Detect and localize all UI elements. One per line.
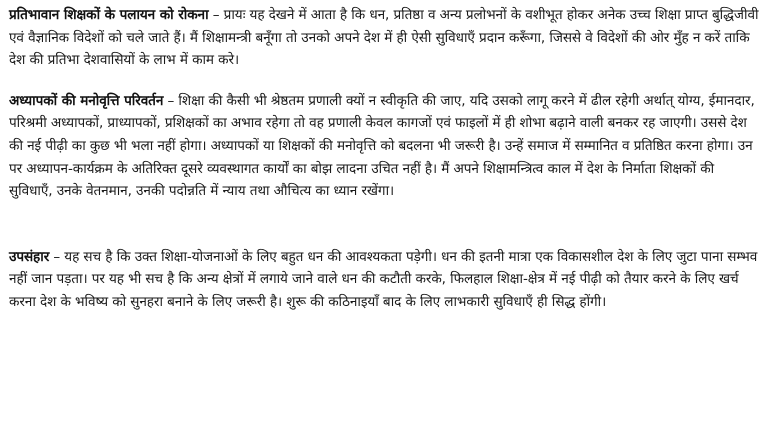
section-body: – यह सच है कि उक्त शिक्षा-योजनाओं के लिए बहुत धन की आवश्यकता पड़ेगी। धन की इतनी मात्रा एक विकासशील देश के लिए जुटा पाना सम्भव नहीं जान पड़ता। पर यह भी सच है कि अन्य क्षेत्रों में लगाये जाने वाले धन की कटौती करके, फिलहाल शिक्षा-क्षेत्र में नई पीढ़ी को तैयार करने के लिए खर्च करना देश के भविष्य को सुनहरा बनाने के लिए जरूरी है। शुरू की कठिनाइयाँ बाद के लिए लाभकारी सुविधाएँ ही सिद्ध होंगी।: [9, 248, 758, 310]
section-body: – प्रायः यह देखने में आता है कि धन, प्रतिष्ठा व अन्य प्रलोभनों के वशीभूत होकर अनेक उच्च शिक्षा प्राप्त बुद्धिजीवी एवं वैज्ञानिक विदेशों को चले जाते हैं। मैं शिक्षामन्त्री बनूँगा तो उनको अपने देश में ही ऐसी सुविधाएँ प्रदान करूँगा, जिससे वे विदेशों की ओर मुँह न करें ताकि देश की प्रतिभा देशवासियों के लाभ में काम करे।: [9, 7, 759, 69]
paragraph-conclusion: [9, 246, 761, 314]
section-body: – शिक्षा की कैसी भी श्रेष्ठतम प्रणाली क्यों न स्वीकृति की जाए, यदि उसको लागू करने में ढील रहेगी अर्थात् योग्य, ईमानदार, परिश्रमी अध्यापकों, प्राध्यापकों, प्रशिक्षकों का अभाव रहेगा तो वह प्रणाली केवल कागजों एवं फाइलों में ही शोभा बढ़ाने वाली बनकर रह जाएगी। उससे देश की नई पीढ़ी का कुछ भी भला नहीं होगा। अध्यापकों या शिक्षकों की मनोवृत्ति को बदलना भी जरूरी है। उन्हें समाज में सम्मानित व प्रतिष्ठित करना होगा। उन पर अध्यापन-कार्यक्रम के अतिरिक्त दूसरे व्यवस्थागत कार्यों का बोझ लादना उचित नहीं है। मैं अपने शिक्षामन्त्रित्व काल में देश के निर्माता शिक्षकों की सुविधाएँ, उनके वेतनमान, उनकी पदोन्नति में न्याय तथा औचित्य का ध्यान रखेंगा।: [9, 92, 755, 200]
section-heading: उपसंहार: [9, 248, 50, 265]
paragraph-teacher-attitude: [9, 90, 761, 203]
document-page: [9, 4, 761, 314]
section-heading: प्रतिभावान शिक्षकों के पलायन को रोकना: [9, 7, 209, 23]
section-heading: अध्यापकों की मनोवृत्ति परिवर्तन: [9, 92, 164, 109]
paragraph-talent-retention: [9, 4, 761, 72]
